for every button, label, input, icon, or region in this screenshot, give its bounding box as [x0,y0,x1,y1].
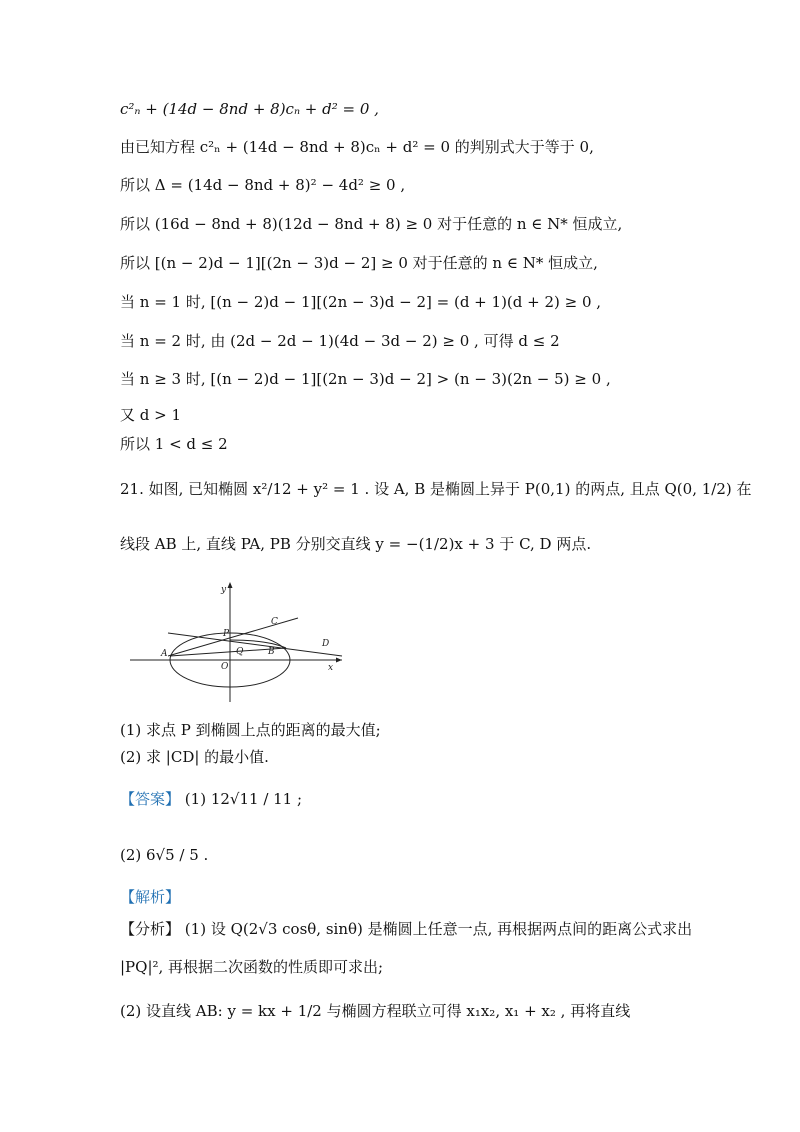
text-line-3: 所以 Δ = (14d − 8nd + 8)² − 4d² ≥ 0 , [120,176,406,194]
text-line-6: 当 n = 1 时, [(n − 2)d − 1][(2n − 3)d − 2] = (d + 1)(d + 2) ≥ 0 , [120,293,602,311]
equation-line-1: c²ₙ + (14d − 8nd + 8)cₙ + d² = 0 , [120,100,379,118]
answer-part-2: (2) 6√5 / 5 . [120,846,209,864]
text-line-4: 所以 (16d − 8nd + 8)(12d − 8nd + 8) ≥ 0 对于任意的 n ∈ N* 恒成立, [120,215,623,233]
text-line-7: 当 n = 2 时, 由 (2d − 2d − 1)(4d − 3d − 2) ≥ 0 , 可得 d ≤ 2 [120,332,560,350]
x-axis-arrow-icon [336,658,342,663]
analysis-line-1 [120,918,692,940]
text-line-2: 由已知方程 c²ₙ + (14d − 8nd + 8)cₙ + d² = 0 的判别式大于等于 0, [120,138,594,156]
analysis-line-3: (2) 设直线 AB: y = kx + 1/2 与椭圆方程联立可得 x₁x₂, x₁ + x₂ , 再将直线 [120,1002,631,1020]
label-y: y [221,585,227,595]
ellipse-figure-svg [128,578,346,704]
answer-part-1: (1) 12√11 / 11 ; [184,790,303,808]
fenxi-tag: 【分析】 [120,920,181,938]
label-x: x [328,663,334,673]
line-cd [168,633,342,656]
problem-21-statement: 21. 如图, 已知椭圆 x²/12 + y² = 1 . 设 A, B 是椭圆上异于 P(0,1) 的两点, 且点 Q(0, 1/2) 在 [120,480,752,498]
answer-tag: 【答案】 [120,790,181,808]
line-pa [168,618,298,656]
ellipse-figure [128,578,346,704]
problem-21-statement-cont: 线段 AB 上, 直线 PA, PB 分别交直线 y = −(1/2)x + 3 于 C, D 两点. [120,535,592,553]
label-d: D [322,639,330,649]
label-a: A [161,649,168,659]
label-c: C [271,617,278,627]
y-axis-arrow-icon [228,582,233,588]
question-1: (1) 求点 P 到椭圆上点的距离的最大值; [120,721,381,739]
text-line-5: 所以 [(n − 2)d − 1][(2n − 3)d − 2] ≥ 0 对于任意的 n ∈ N* 恒成立, [120,254,598,272]
text-line-9: 又 d > 1 [120,406,182,424]
analysis-heading [120,886,180,908]
analysis-text-1: (1) 设 Q(2√3 cosθ, sinθ) 是椭圆上任意一点, 再根据两点间的距离公式求出 [184,920,693,938]
text-line-8: 当 n ≥ 3 时, [(n − 2)d − 1][(2n − 3)d − 2] > (n − 3)(2n − 5) ≥ 0 , [120,370,611,388]
label-q: Q [236,647,244,657]
answer-line-1 [120,788,302,810]
label-p: P [223,629,230,639]
analysis-line-2: |PQ|², 再根据二次函数的性质即可求出; [120,958,384,976]
question-2: (2) 求 |CD| 的最小值. [120,748,269,766]
label-o: O [221,662,229,672]
label-b: B [268,647,275,657]
text-line-10: 所以 1 < d ≤ 2 [120,435,228,453]
analysis-tag: 【解析】 [120,888,181,906]
